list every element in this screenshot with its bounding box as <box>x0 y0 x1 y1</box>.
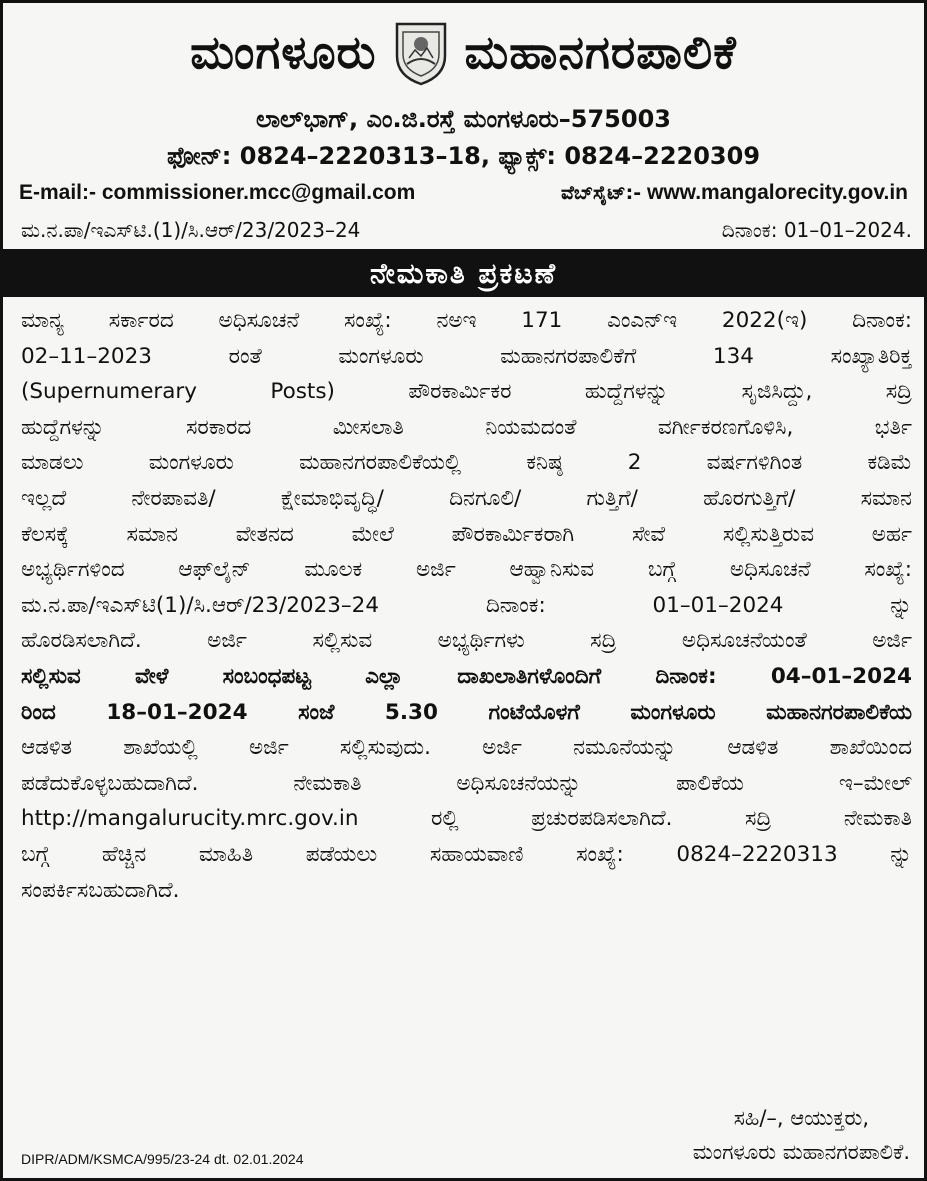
website-block <box>561 175 908 211</box>
body-line: ಪಡೆದುಕೊಳ್ಳಬಹುದಾಗಿದೆ. ನೇಮಕಾತಿ ಅಧಿಸೂಚನೆಯನ್ನು ಪಾಲಿಕೆಯ ಇ–ಮೇಲ್ <box>21 770 912 796</box>
phone-fax-line: ಫೋನ್: 0824–2220313–18, ಫ್ಯಾಕ್ಸ್: 0824–2220309 <box>166 142 761 170</box>
body-line: ಮಾನ್ಯ ಸರ್ಕಾರದ ಅಧಿಸೂಚನೆ ಸಂಖ್ಯೆ: ನಅಇ 171 ಎಂಎನ್ಇ 2022(ಇ) ದಿನಾಂಕ: <box>21 308 912 333</box>
reference-number: ಮ.ನ.ಪಾ/ಇಎಸ್‌ಟಿ.(1)/ಸಿ.ಆರ್/23/2023–24 <box>21 218 361 242</box>
body-line: ಆಡಳಿತ ಶಾಖೆಯಲ್ಲಿ ಅರ್ಜಿ ಸಲ್ಲಿಸುವುದು. ಅರ್ಜಿ ನಮೂನೆಯನ್ನು ಆಡಳಿತ ಶಾಖೆಯಿಂದ <box>21 735 912 761</box>
body-line: ಹುದ್ದೆಗಳನ್ನು ಸರಕಾರದ ಮೀಸಲಾತಿ ನಿಯಮದಂತೆ ವರ್ಗೀಕರಣಗೊಳಿಸಿ, ಭರ್ತಿ <box>21 414 912 440</box>
body-line: ಅಭ್ಯರ್ಥಿಗಳಿಂದ ಆಫ್‌ಲೈನ್ ಮೂಲಕ ಅರ್ಜಿ ಆಹ್ವಾನಿಸುವ ಬಗ್ಗೆ ಅಧಿಸೂಚನೆ ಸಂಖ್ಯೆ: <box>21 557 912 583</box>
body-line: ಮಾಡಲು ಮಂಗಳೂರು ಮಹಾನಗರಪಾಲಿಕೆಯಲ್ಲಿ ಕನಿಷ್ಠ 2 ವರ್ಷಗಳಿಗಿಂತ ಕಡಿಮೆ <box>21 450 912 476</box>
notice-banner: ನೇಮಕಾತಿ ಪ್ರಕಟಣೆ <box>3 251 924 297</box>
dipr-code: DIPR/ADM/KSMCA/995/23-24 dt. 02.01.2024 <box>21 1151 304 1167</box>
contact-row <box>3 175 924 211</box>
body-line: (Supernumerary Posts) ಪೌರಕಾರ್ಮಿಕರ ಹುದ್ದೆಗಳನ್ನು ಸೃಜಿಸಿದ್ದು, ಸದ್ರಿ <box>21 379 912 405</box>
city-emblem-icon <box>391 20 451 86</box>
body-line: ರಿಂದ 18–01–2024 ಸಂಜೆ 5.30 ಗಂಟೆಯೊಳಗೆ ಮಂಗಳೂರು ಮಹಾನಗರಪಾಲಿಕೆಯ <box>21 699 912 725</box>
title-row <box>3 3 924 99</box>
body-line: ಹೊರಡಿಸಲಾಗಿದೆ. ಅರ್ಜಿ ಸಲ್ಲಿಸುವ ಅಭ್ಯರ್ಥಿಗಳು ಸದ್ರಿ ಅಧಿಸೂಚನೆಯಂತೆ ಅರ್ಜಿ <box>21 628 912 654</box>
signature-block <box>693 1101 910 1169</box>
body-line: ಕೆಲಸಕ್ಕೆ ಸಮಾನ ವೇತನದ ಮೇಲೆ ಪೌರಕಾರ್ಮಿಕರಾಗಿ ಸೇವೆ ಸಲ್ಲಿಸುತ್ತಿರುವ ಅರ್ಹ <box>21 521 912 547</box>
signature-line-1: ಸಹಿ/–, ಆಯುಕ್ತರು, <box>733 1106 870 1130</box>
email-text: E-mail:- commissioner.mcc@gmail.com <box>19 181 416 204</box>
notice-date: ದಿನಾಂಕ: 01–01–2024. <box>721 218 912 242</box>
body-line: ಬಗ್ಗೆ ಹೆಚ್ಚಿನ ಮಾಹಿತಿ ಪಡೆಯಲು ಸಹಾಯವಾಣಿ ಸಂಖ್ಯೆ: 0824–2220313 ನ್ನು <box>21 841 912 867</box>
address-line: ಲಾಲ್‌ಭಾಗ್, ಎಂ.ಜಿ.ರಸ್ತೆ ಮಂಗಳೂರು–575003 <box>256 105 671 133</box>
website-url: www.mangalorecity.gov.in <box>647 181 908 204</box>
notice-body <box>3 297 924 908</box>
body-line: ಸಲ್ಲಿಸುವ ವೇಳೆ ಸಂಬಂಧಪಟ್ಟ ಎಲ್ಲಾ ದಾಖಲಾತಿಗಳೊಂದಿಗೆ ದಿನಾಂಕ: 04–01–2024 <box>21 663 912 689</box>
body-line: http://mangalurucity.mrc.gov.in ರಲ್ಲಿ ಪ್ರಚುರಪಡಿಸಲಾಗಿದೆ. ಸದ್ರಿ ನೇಮಕಾತಿ <box>21 806 912 832</box>
body-line: ಇಲ್ಲದೆ ನೇರಪಾವತಿ/ ಕ್ಷೇಮಾಭಿವೃದ್ಧಿ/ ದಿನಗೂಲಿ/ ಗುತ್ತಿಗೆ/ ಹೊರಗುತ್ತಿಗೆ/ ಸಮಾನ <box>21 485 912 511</box>
signature-line-2: ಮಂಗಳೂರು ಮಹಾನಗರಪಾಲಿಕೆ. <box>692 1140 910 1164</box>
body-line: ಮ.ನ.ಪಾ/ಇಎಸ್‌ಟಿ(1)/ಸಿ.ಆರ್/23/2023–24 ದಿನಾಂಕ: 01–01–2024 ನ್ನು <box>21 592 912 618</box>
title-right: ಮಹಾನಗರಪಾಲಿಕೆ <box>464 25 737 79</box>
reference-row <box>3 211 924 251</box>
body-line: 02–11–2023 ರಂತೆ ಮಂಗಳೂರು ಮಹಾನಗರಪಾಲಿಕೆಗೆ 134 ಸಂಖ್ಯಾತಿರಿಕ್ತ <box>21 343 912 369</box>
title-left: ಮಂಗಳೂರು <box>190 25 377 79</box>
website-label: ವೆಬ್‌ಸೈಟ್:- <box>560 182 642 204</box>
letterhead <box>3 3 924 251</box>
body-line: ಸಂಪರ್ಕಿಸಬಹುದಾಗಿದೆ. <box>21 877 180 903</box>
